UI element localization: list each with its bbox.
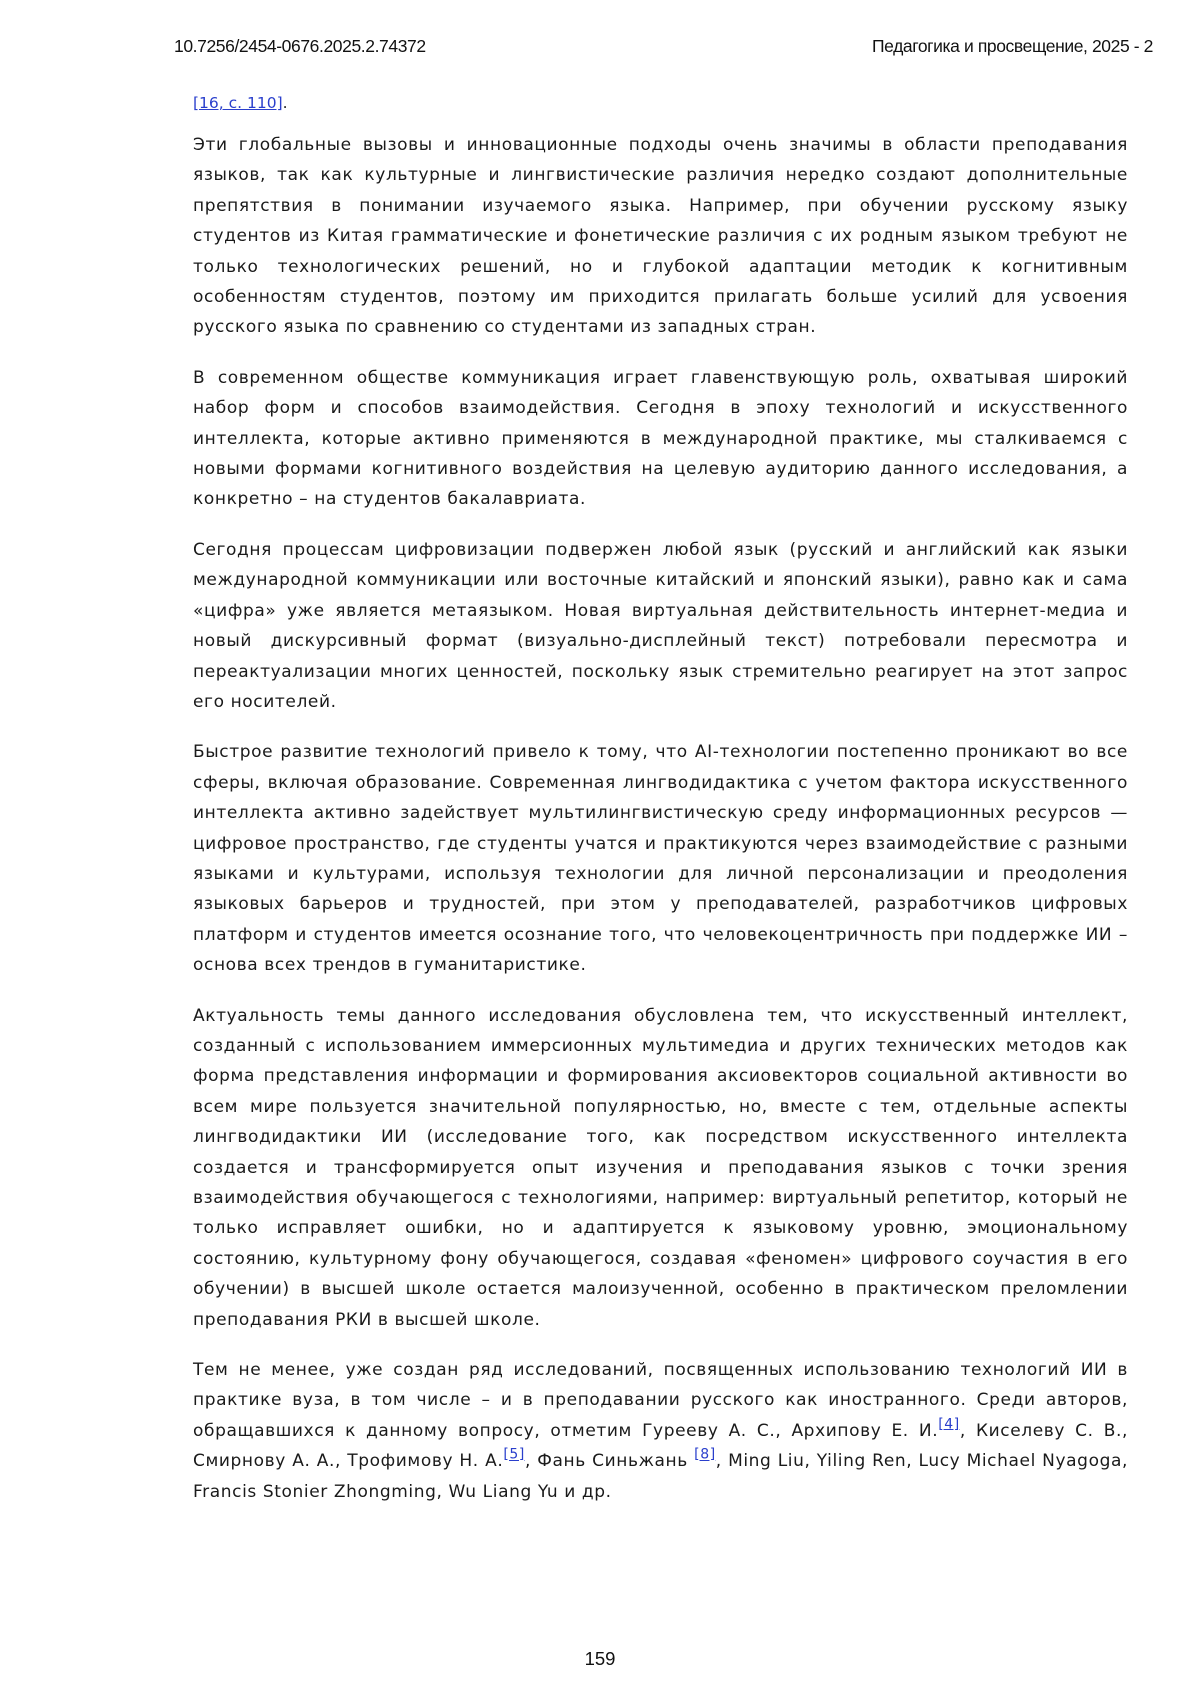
citation-link-8[interactable]: [8] bbox=[694, 1447, 716, 1463]
paragraph-4: Быстрое развитие технологий привело к тому, что AI-технологии постепенно проникают во все сферы, включая образование. Современная лингводидактика с учетом фактора искусственного интеллекта активно задействует мультилингвистическую среду информационных ресурсов — цифровое пространство, где студенты учатся и практикуются через взаимодействие с разными языками и культурами, используя технологии для личной персонализации и преодоления языковых барьеров и трудностей, при этом у преподавателей, разработчиков цифровых платформ и студентов имеется осознание того, что человекоцентричность при поддержке ИИ – основа всех трендов в гуманитаристике. bbox=[193, 737, 1128, 980]
citation-link-5[interactable]: [5] bbox=[503, 1447, 525, 1463]
doi-text: 10.7256/2454-0676.2025.2.74372 bbox=[174, 36, 426, 57]
paragraph-1: Эти глобальные вызовы и инновационные подходы очень значимы в области преподавания языков, так как культурные и лингвистические различия нередко создают дополнительные препятствия в понимании изучаемого языка. Например, при обучении русскому языку студентов из Китая грамматические и фонетические различия с их родным языком требуют не только технологических решений, но и глубокой адаптации методик к когнитивным особенностям студентов, поэтому им приходится прилагать больше усилий для усвоения русского языка по сравнению со студентами из западных стран. bbox=[193, 130, 1128, 343]
citation-link-16[interactable]: [16, с. 110] bbox=[193, 94, 283, 112]
citation-trailing-period: . bbox=[283, 94, 288, 112]
paragraph-5: Актуальность темы данного исследования обусловлена тем, что искусственный интеллект, созданный с использованием иммерсионных мультимедиа и других технических методов как форма представления информации и формирования аксиовекторов социальной активности во всем мире пользуется значительной популярностью, но, вместе с тем, отдельные аспекты лингводидактики ИИ (исследование того, как посредством искусственного интеллекта создается и трансформируется опыт изучения и преподавания языков с точки зрения взаимодействия обучающегося с технологиями, например: виртуальный репетитор, который не только исправляет ошибки, но и адаптируется к языковому уровню, эмоциональному состоянию, культурному фону обучающегося, создавая «феномен» цифрового соучастия в его обучении) в высшей школе остается малоизученной, особенно в практическом преломлении преподавания РКИ в высшей школе. bbox=[193, 1001, 1128, 1335]
page-header bbox=[174, 36, 1153, 62]
paragraph-6-text-3: , Фань Синьжань bbox=[525, 1451, 694, 1471]
top-reference-line bbox=[193, 88, 1128, 118]
article-body bbox=[193, 88, 1128, 1527]
paragraph-2: В современном обществе коммуникация играет главенствующую роль, охватывая широкий набор форм и способов взаимодействия. Сегодня в эпоху технологий и искусственного интеллекта, которые активно применяются в международной практике, мы сталкиваемся с новыми формами когнитивного воздействия на целевую аудиторию данного исследования, а конкретно – на студентов бакалавриата. bbox=[193, 363, 1128, 515]
paragraph-3: Сегодня процессам цифровизации подвержен любой язык (русский и английский как языки международной коммуникации или восточные китайский и японский языки), равно как и сама «цифра» уже является метаязыком. Новая виртуальная действительность интернет-медиа и новый дискурсивный формат (визуально-дисплейный текст) потребовали пересмотра и переактуализации многих ценностей, поскольку язык стремительно реагирует на этот запрос его носителей. bbox=[193, 535, 1128, 717]
citation-link-4[interactable]: [4] bbox=[938, 1416, 960, 1432]
paragraph-6-text-4: , Ming Liu, Yiling Ren, Lucy Michael Nyagoga, Francis Stonier Zhongming, Wu Liang Yu и др. bbox=[193, 1451, 1128, 1501]
paragraph-6-text-1: Тем не менее, уже создан ряд исследований, посвященных использованию технологий ИИ в практике вуза, в том числе – и в преподавании русского как иностранного. Среди авторов, обращавшихся к данному вопросу, отметим Гурееву А. С., Архипову Е. И. bbox=[193, 1360, 1128, 1441]
paragraph-6-text-2: , Киселеву С. В., Смирнову А. А., Трофимову Н. А. bbox=[193, 1421, 1128, 1471]
paragraph-6 bbox=[193, 1355, 1128, 1507]
journal-title: Педагогика и просвещение, 2025 - 2 bbox=[872, 36, 1153, 57]
page-number: 159 bbox=[0, 1648, 1200, 1670]
